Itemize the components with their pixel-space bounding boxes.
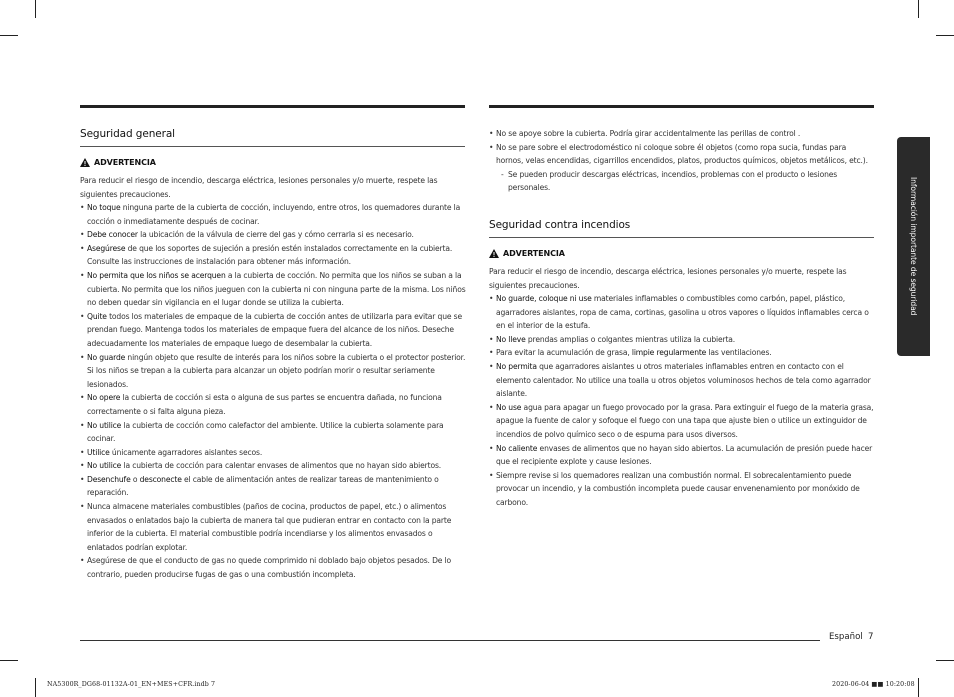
list-item — [489, 401, 877, 442]
body-text: que agarradores aislantes u otros materiales inflamables entren en contacto con el elemento calentador. No utilice una toalla u otros objetos voluminosos hechos de tela como agarrador aislante. — [496, 361, 871, 399]
crop-mark — [0, 35, 18, 36]
body-text: la cubierta de cocción como calefactor del ambiente. Utilice la cubierta solamente para cocinar. — [87, 420, 444, 444]
list-item — [80, 201, 468, 228]
emphasis-text: limpie regularmente — [631, 348, 707, 358]
emphasis-text: No permita que los niños se acerquen — [87, 270, 226, 280]
crop-mark — [918, 0, 919, 18]
body-text: ningún objeto que resulte de interés para los niños sobre la cubierta o el protector posterior. Si los niños se trepan a la cubierta para alcanzar un objeto podrían morir o resultar seriamente lesionados. — [87, 352, 466, 389]
emphasis-text: Debe conocer — [87, 230, 138, 240]
emphasis-text: Quite — [87, 311, 107, 321]
sub-list-item — [489, 168, 874, 195]
emphasis-text: No opere — [87, 393, 121, 403]
list-item — [80, 419, 468, 446]
body-text: a la cubierta de cocción. No permita que los niños se suban a la cubierta. No permita que los niños jueguen con la cubierta ni con ninguna parte de la misma. Los niños no deben quedar sin vigilancia en el lugar donde se utiliza la cubierta. — [87, 270, 466, 308]
emphasis-text: No caliente — [496, 443, 538, 453]
list-item — [489, 141, 874, 168]
body-text: Nunca almacene materiales combustibles (paños de cocina, productos de papel, etc.) o alimentos envasados o enlatados bajo la cubierta de manera tal que pudieran entrar en contacto con la parte inferior de la cubierta. El material combustible podría incendiarse y los alimentos envasados o enlatados podrían explotar. — [87, 502, 452, 552]
warning-text: ADVERTENCIA — [94, 158, 156, 167]
emphasis-text: desconecte — [139, 474, 182, 484]
emphasis-text: No utilice — [87, 420, 122, 430]
body-text: No se pare sobre el electrodoméstico ni coloque sobre él objetos (como ropa sucia, fundas para hornos, velas encendidas, cigarrillos encendidos, platos, productos químicos, objetos metálicos, etc.). — [496, 142, 868, 166]
list-item — [80, 391, 468, 418]
body-text: o — [130, 474, 140, 484]
crop-mark — [936, 660, 954, 661]
list-item — [489, 346, 877, 360]
imprint-file: NA5300R_DG68-01132A-01_EN+MES+CFR.indb 7 — [47, 681, 216, 688]
bullet-list — [80, 201, 468, 582]
column-top-bar — [80, 105, 465, 108]
heading-rule — [489, 237, 874, 238]
list-item — [489, 127, 874, 141]
warning-text: ADVERTENCIA — [503, 249, 565, 258]
list-item — [80, 269, 468, 310]
body-text: Asegúrese de que el conducto de gas no quede comprimido ni doblado bajo objetos pesados. De lo contrario, pueden producirse fugas de gas o una combustión incompleta. — [87, 556, 452, 580]
footer-rule — [80, 640, 820, 641]
section-heading: Seguridad contra incendios — [489, 219, 631, 231]
footer-language: Español — [829, 632, 863, 642]
list-item — [80, 500, 468, 554]
list-item — [489, 469, 877, 510]
emphasis-text: Asegúrese — [87, 243, 126, 253]
list-item — [80, 351, 468, 392]
column-top-bar — [489, 105, 874, 108]
emphasis-text: Utilice — [87, 447, 110, 457]
body-text: No se apoye sobre la cubierta. Podría girar accidentalmente las perillas de control . — [496, 129, 801, 138]
emphasis-text: No permita — [496, 361, 537, 371]
body-text: el cable de alimentación antes de realizar tareas de mantenimiento o reparación. — [87, 474, 439, 498]
chapter-tab-label: Información importante de seguridad — [909, 177, 918, 316]
emphasis-text: No guarde — [87, 352, 126, 362]
intro-paragraph: Para reducir el riesgo de incendio, descarga eléctrica, lesiones personales y/o muerte, respete las siguientes precauciones. — [80, 176, 438, 199]
body-text: Para evitar la acumulación de grasa, — [496, 348, 632, 358]
body-text: prendas amplias o colgantes mientras utiliza la cubierta. — [525, 334, 736, 344]
emphasis-text: No use — [496, 402, 522, 412]
emphasis-text: No guarde, coloque ni use — [496, 294, 592, 303]
body-text: la cubierta de cocción para calentar envases de alimentos que no hayan sido abiertos. — [121, 461, 442, 471]
list-item — [80, 446, 468, 460]
emphasis-text: No toque — [87, 203, 121, 212]
warning-icon — [80, 158, 90, 167]
body-text: de que los soportes de sujeción a presión estén instalados correctamente en la cubierta. Consulte las instrucciones de instalación para obtener más información. — [87, 243, 453, 267]
body-text: todos los materiales de empaque de la cubierta de cocción antes de utilizarla para evitar que se prendan fuego. Mantenga todos los materiales de empaque fuera del alcance de los niños. Deseche adecuadamente los materiales de empaque luego de desembalar la cubierta. — [87, 311, 462, 348]
crop-mark — [0, 660, 18, 661]
crop-mark — [918, 678, 919, 697]
body-text: envases de alimentos que no hayan sido abiertos. La acumulación de presión puede hacer que el recipiente explote y cause lesiones. — [496, 443, 873, 467]
body-text: la cubierta de cocción si esta o alguna de sus partes se encuentra dañada, no funciona correctamente o si falta alguna pieza. — [87, 393, 442, 416]
list-item — [80, 228, 468, 242]
crop-mark — [35, 0, 36, 18]
body-text: únicamente agarradores aislantes secos. — [109, 447, 263, 457]
list-item — [489, 292, 877, 333]
body-text: materiales inflamables o combustibles como carbón, papel, plástico, agarradores aislantes, ropa de cama, cortinas, gasolina u otros vapores o líquidos inflamables cerca o en el interior de la estufa. — [496, 294, 869, 331]
bullet-list — [489, 127, 874, 195]
heading-rule — [80, 146, 465, 147]
list-item — [80, 310, 468, 351]
page-number: 7 — [868, 632, 874, 642]
bullet-list — [489, 292, 877, 510]
list-item — [80, 473, 468, 500]
body-text: agua para apagar un fuego provocado por la grasa. Para extinguir el fuego de la materia grasa, apague la fuente de calor y sofoque el fuego con una tapa que ajuste bien o utilice un extinguidor de incendios de polvo químico seco o de espuma para usos diversos. — [496, 402, 874, 439]
list-item — [80, 242, 468, 269]
body-text: las ventilaciones. — [706, 348, 772, 358]
intro-paragraph: Para reducir el riesgo de incendio, descarga eléctrica, lesiones personales y/o muerte, respete las siguientes precauciones. — [489, 267, 847, 290]
list-item — [489, 333, 877, 347]
crop-mark — [35, 678, 36, 697]
body-text: Se pueden producir descargas eléctricas, incendios, problemas con el producto o lesiones personales. — [508, 169, 838, 193]
list-item — [489, 442, 877, 469]
emphasis-text: No lleve — [496, 334, 526, 344]
body-text: la ubicación de la válvula de cierre del gas y cómo cerrarla si es necesario. — [137, 230, 414, 240]
warning-label — [80, 158, 156, 167]
warning-label — [489, 249, 565, 258]
list-item — [489, 360, 877, 401]
list-item — [80, 554, 468, 581]
warning-icon — [489, 249, 499, 258]
section-heading: Seguridad general — [80, 128, 175, 140]
emphasis-text: No utilice — [87, 461, 122, 471]
body-text: Siempre revise si los quemadores realizan una combustión normal. El sobrecalentamiento puede provocar un incendio, y la combustión incompleta puede causar envenenamiento por monóxido de carbono. — [496, 470, 860, 507]
body-text: ninguna parte de la cubierta de cocción, incluyendo, entre otros, los quemadores durante la cocción o inmediatamente después de cocinar. — [87, 203, 461, 226]
crop-mark — [936, 35, 954, 36]
imprint-date: 2020-06-04 ■■ 10:20:08 — [832, 681, 915, 688]
emphasis-text: Desenchufe — [87, 474, 131, 484]
list-item — [80, 459, 468, 473]
